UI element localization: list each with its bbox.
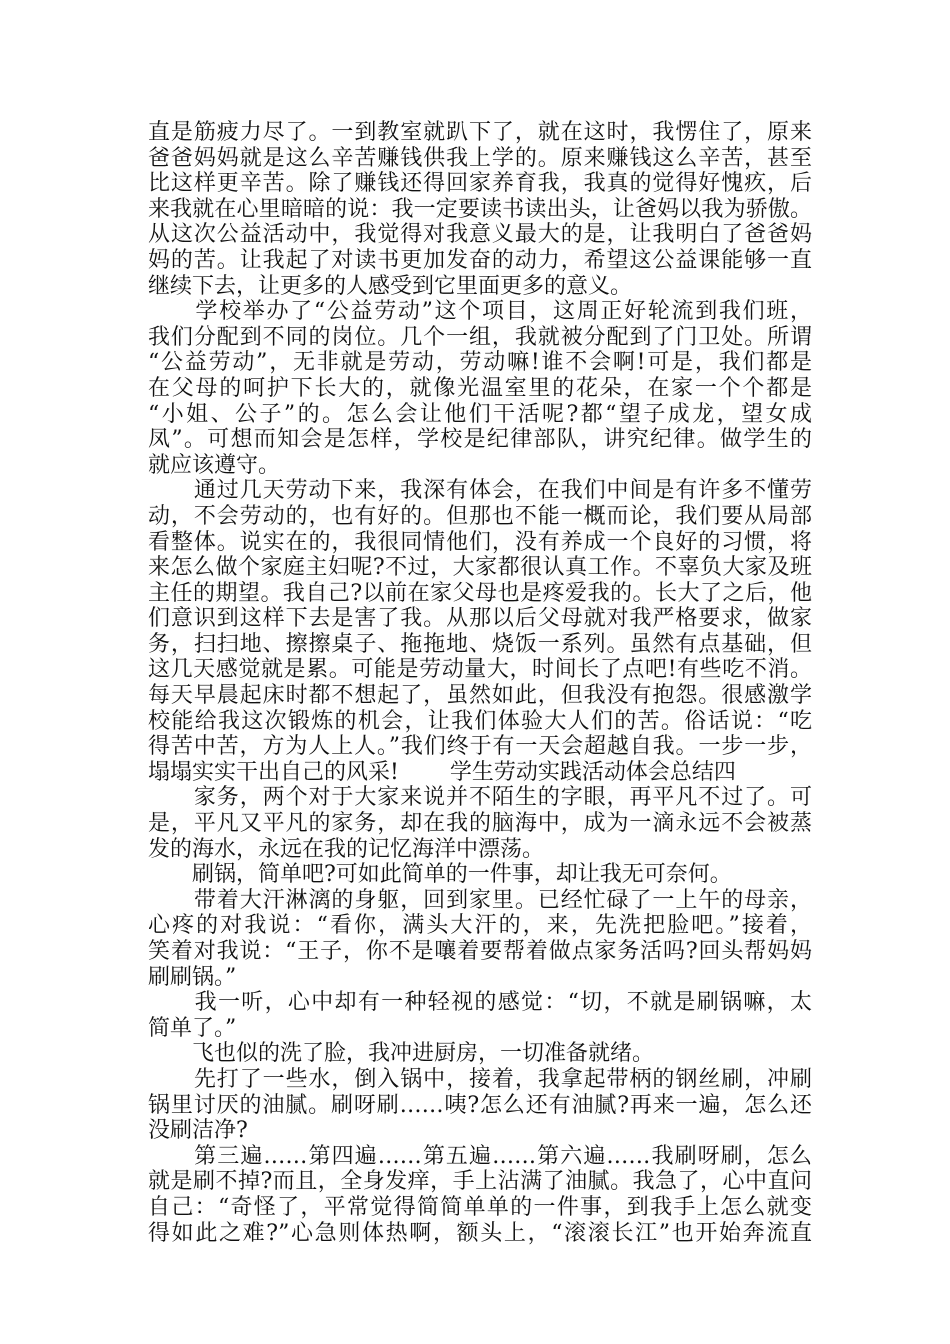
text-line: 看整体。说实在的，我很同情他们，没有养成一个良好的习惯，将	[148, 529, 812, 555]
text-line: “公益劳动”，无非就是劳动，劳动嘛!谁不会啊!可是，我们都是	[148, 350, 812, 376]
text-line: 得如此之难?”心急则体热啊，额头上，“滚滚长江”也开始奔流直	[148, 1220, 812, 1246]
text-line: 通过几天劳动下来，我深有体会，在我们中间是有许多不懂劳	[148, 478, 812, 504]
text-line: 笑着对我说：“王子，你不是嚷着要帮着做点家务活吗?回头帮妈妈	[148, 939, 812, 964]
text-line: 在父母的呵护下长大的，就像光温室里的花朵，在家一个个都是	[148, 375, 812, 401]
text-line: 我们分配到不同的岗位。几个一组，我就被分配到了门卫处。所谓	[148, 324, 812, 350]
text-line: 动，不会劳动的，也有好的。但那也不能一概而论，我们要从局部	[148, 503, 812, 529]
text-line: 第三遍……第四遍……第五遍……第六遍……我刷呀刷，怎么	[148, 1143, 812, 1169]
text-line: 继续下去，让更多的人感受到它里面更多的意义。	[148, 273, 633, 299]
text-line: 就是刷不掉?而且，全身发痒，手上沾满了油腻。我急了，心中直问	[148, 1169, 812, 1195]
text-line: 得苦中苦，方为人上人。”我们终于有一天会超越自我。一步一步，	[148, 734, 812, 760]
text-line: 先打了一些水，倒入锅中，接着，我拿起带柄的钢丝刷，冲刷	[148, 1066, 812, 1092]
text-line: 主任的期望。我自己?以前在家父母也是疼爱我的。长大了之后，他	[148, 580, 812, 606]
text-line: 就应该遵守。	[148, 452, 281, 478]
text-line: 锅里讨厌的油腻。刷呀刷……咦?怎么还有油腻?再来一遍，怎么还	[148, 1092, 812, 1118]
text-line: 家务，两个对于大家来说并不陌生的字眼，再平凡不过了。可	[148, 785, 812, 811]
text-line: 是，平凡又平凡的家务，却在我的脑海中，成为一滴永远不会被蒸	[148, 811, 812, 837]
text-line: 务，扫扫地、擦擦桌子、拖拖地、烧饭一系列。虽然有点基础，但	[148, 631, 812, 657]
text-line: 比这样更辛苦。除了赚钱还得回家养育我，我真的觉得好愧疚，后	[148, 171, 812, 197]
text-line: 刷锅，简单吧?可如此简单的一件事，却让我无可奈何。	[148, 862, 732, 888]
document-body	[148, 120, 812, 1246]
text-line: 发的海水，永远在我的记忆海洋中漂荡。	[148, 836, 545, 862]
text-line: 自己：“奇怪了，平常觉得简简单单的一件事，到我手上怎么就变	[148, 1194, 812, 1220]
text-line: 爸爸妈妈就是这么辛苦赚钱供我上学的。原来赚钱这么辛苦，甚至	[148, 145, 812, 171]
text-line: 刷刷锅。”	[148, 964, 237, 990]
text-line: 带着大汗淋漓的身躯，回到家里。已经忙碌了一上午的母亲，	[148, 887, 812, 913]
text-line: 直是筋疲力尽了。一到教室就趴下了，就在这时，我愣住了，原来	[148, 120, 812, 145]
text-line: 心疼的对我说：“看你，满头大汗的，来，先洗把脸吧。”接着，	[148, 913, 812, 939]
text-line: 妈的苦。让我起了对读书更加发奋的动力，希望这公益课能够一直	[148, 247, 812, 273]
text-line: 这几天感觉就是累。可能是劳动量大，时间长了点吧!有些吃不消。	[148, 657, 812, 683]
text-line: 从这次公益活动中，我觉得对我意义最大的是，让我明白了爸爸妈	[148, 222, 812, 248]
text-line: 来我就在心里暗暗的说：我一定要读书读出头，让爸妈以我为骄傲。	[148, 196, 812, 222]
text-line: 学校举办了“公益劳动”这个项目，这周正好轮流到我们班，	[148, 299, 812, 325]
text-line: 们意识到这样下去是害了我。从那以后父母就对我严格要求，做家	[148, 606, 812, 632]
text-line: 校能给我这次锻炼的机会，让我们体验大人们的苦。俗话说：“吃	[148, 708, 812, 734]
text-line: 每天早晨起床时都不想起了，虽然如此，但我没有抱怨。很感激学	[148, 683, 812, 709]
text-line: “小姐、公子”的。怎么会让他们干活呢?都“望子成龙，望女成	[148, 401, 812, 427]
text-line: 我一听，心中却有一种轻视的感觉：“切，不就是刷锅嘛，太	[148, 990, 812, 1016]
text-line: 没刷洁净?	[148, 1118, 248, 1144]
text-line: 飞也似的洗了脸，我冲进厨房，一切准备就绪。	[148, 1041, 655, 1067]
text-line: 简单了。”	[148, 1015, 237, 1041]
section-title-line: 塌塌实实干出自己的风采! 学生劳动实践活动体会总结四	[148, 759, 736, 785]
text-line: 来怎么做个家庭主妇呢?不过，大家都很认真工作。不辜负大家及班	[148, 555, 812, 581]
text-line: 凤”。可想而知会是怎样，学校是纪律部队，讲究纪律。做学生的	[148, 427, 812, 453]
